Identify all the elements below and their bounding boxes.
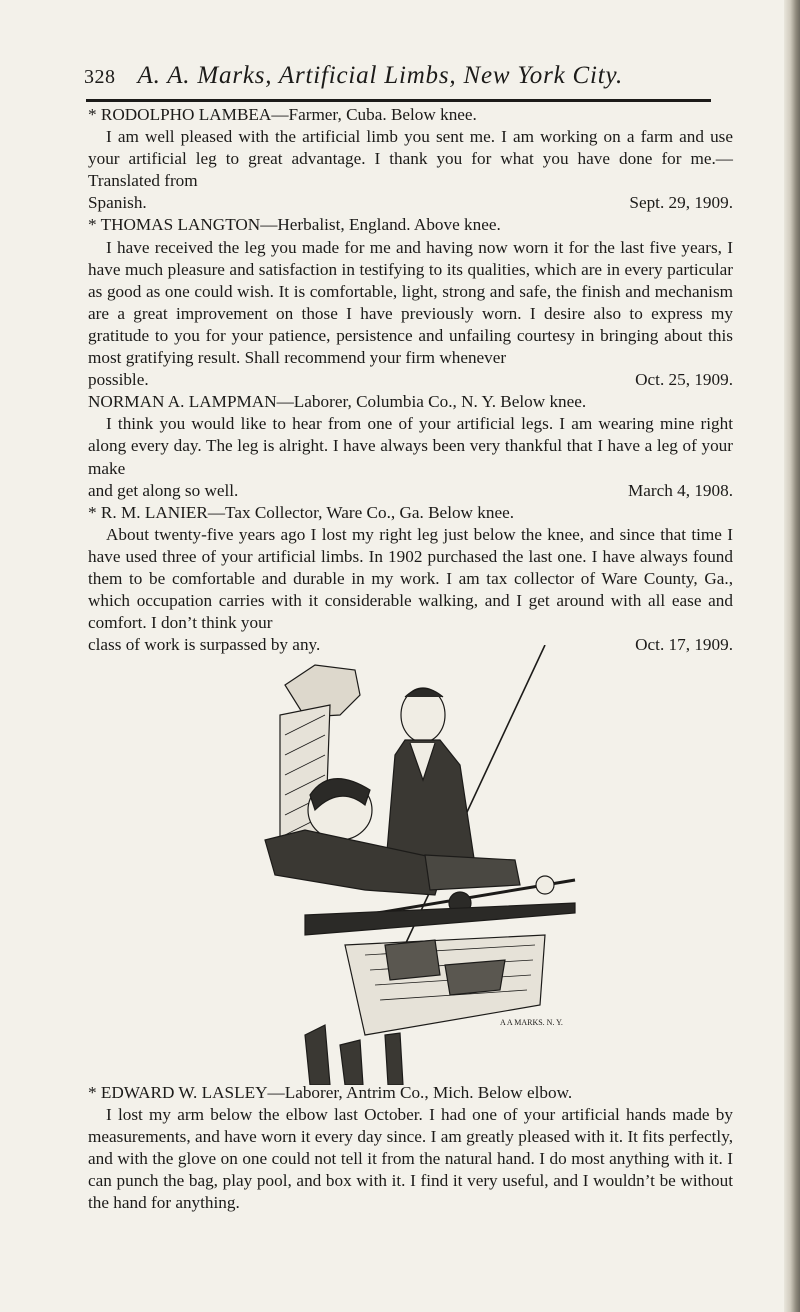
entry-body: I think you would like to hear from one of your artificial legs. I am wearing mine right along every day. The leg is alright. I have always been very thankful that I have a leg of your make [88,414,733,478]
entry-last-line: possible. [88,370,149,390]
entry-heading: * R. M. LANIER—Tax Collector, Ware Co., Ga. Below knee. [88,502,515,522]
entry-last-line: Spanish. [88,193,147,213]
entry-body: About twenty-five years ago I lost my right leg just below the knee, and since that time I have used three of your artificial limbs. In 1902 purchased the last one. I have always found them to be comfortable and durable in my work. I am tax collector of Ware County, Ga., which occupation carries with it considerable walking, and I get around with all ease and comfort. I don’t think your [88,524,733,633]
page-number: 328 [84,66,116,88]
testimonial-entry [88,214,733,391]
entry-date: Oct. 25, 1909. [635,370,733,390]
engraving-man-playing-pool [245,645,590,1085]
entry-last-line: and get along so well. [88,480,239,500]
entry-last-line: class of work is surpassed by any. [88,635,321,655]
entry-heading: * RODOLPHO LAMBEA—Farmer, Cuba. Below knee. [88,105,477,124]
entry-body: I lost my arm below the elbow last October. I had one of your artificial hands made by measurements, and have worn it every day since. I am greatly pleased with it. It fits perfectly, and with the glove on one could not tell it from the natural hand. I do most anything with it. I can punch the bag, play pool, and box with it. I find it very useful, and I wouldn’t be without the hand for anything. [88,1105,733,1213]
page-header [84,62,724,96]
page-binding-edge [784,0,800,1312]
header-rule [86,99,711,102]
testimonial-entry [88,391,733,501]
entry-date: Sept. 29, 1909. [629,193,733,213]
running-title: A. A. Marks, Artificial Limbs, New York City. [137,62,624,89]
testimonial-entry [88,502,733,657]
testimonial-entry [88,1082,733,1215]
entry-body: I am well pleased with the artificial limb you sent me. I am working on a farm and use your artificial leg to great advantage. I thank you for what you have done for me.—Translated from [88,127,733,191]
entry-heading: * THOMAS LANGTON—Herbalist, England. Above knee. [88,215,501,235]
entry-heading: * EDWARD W. LASLEY—Laborer, Antrim Co., Mich. Below elbow. [88,1083,573,1102]
entry-heading: NORMAN A. LAMPMAN—Laborer, Columbia Co., N. Y. Below knee. [88,392,587,412]
entry-date-line [88,480,733,502]
entry-body: I have received the leg you made for me and having now worn it for the last five years, I have much pleasure and satisfaction in testifying to its qualities, which are in every particular as good as one could wish. It is comfortable, light, strong and safe, the finish and mechanism are a great improvement on those I have previously worn. I desire also to express my gratitude to you for your patience, persistence and unfailing courtesy in bringing about this most gratifying result. Shall recommend your firm whenever [88,237,733,368]
testimonials-upper [88,104,733,656]
entry-date-line [88,369,733,391]
entry-date: Oct. 17, 1909. [635,635,733,655]
entry-date-line [88,192,733,214]
entry-date: March 4, 1908. [627,480,733,500]
engraver-mark: A A MARKS. N. Y. [500,1018,563,1027]
testimonials-lower [88,1082,733,1215]
testimonial-entry [88,104,733,214]
engraving-illustration [245,645,590,1085]
